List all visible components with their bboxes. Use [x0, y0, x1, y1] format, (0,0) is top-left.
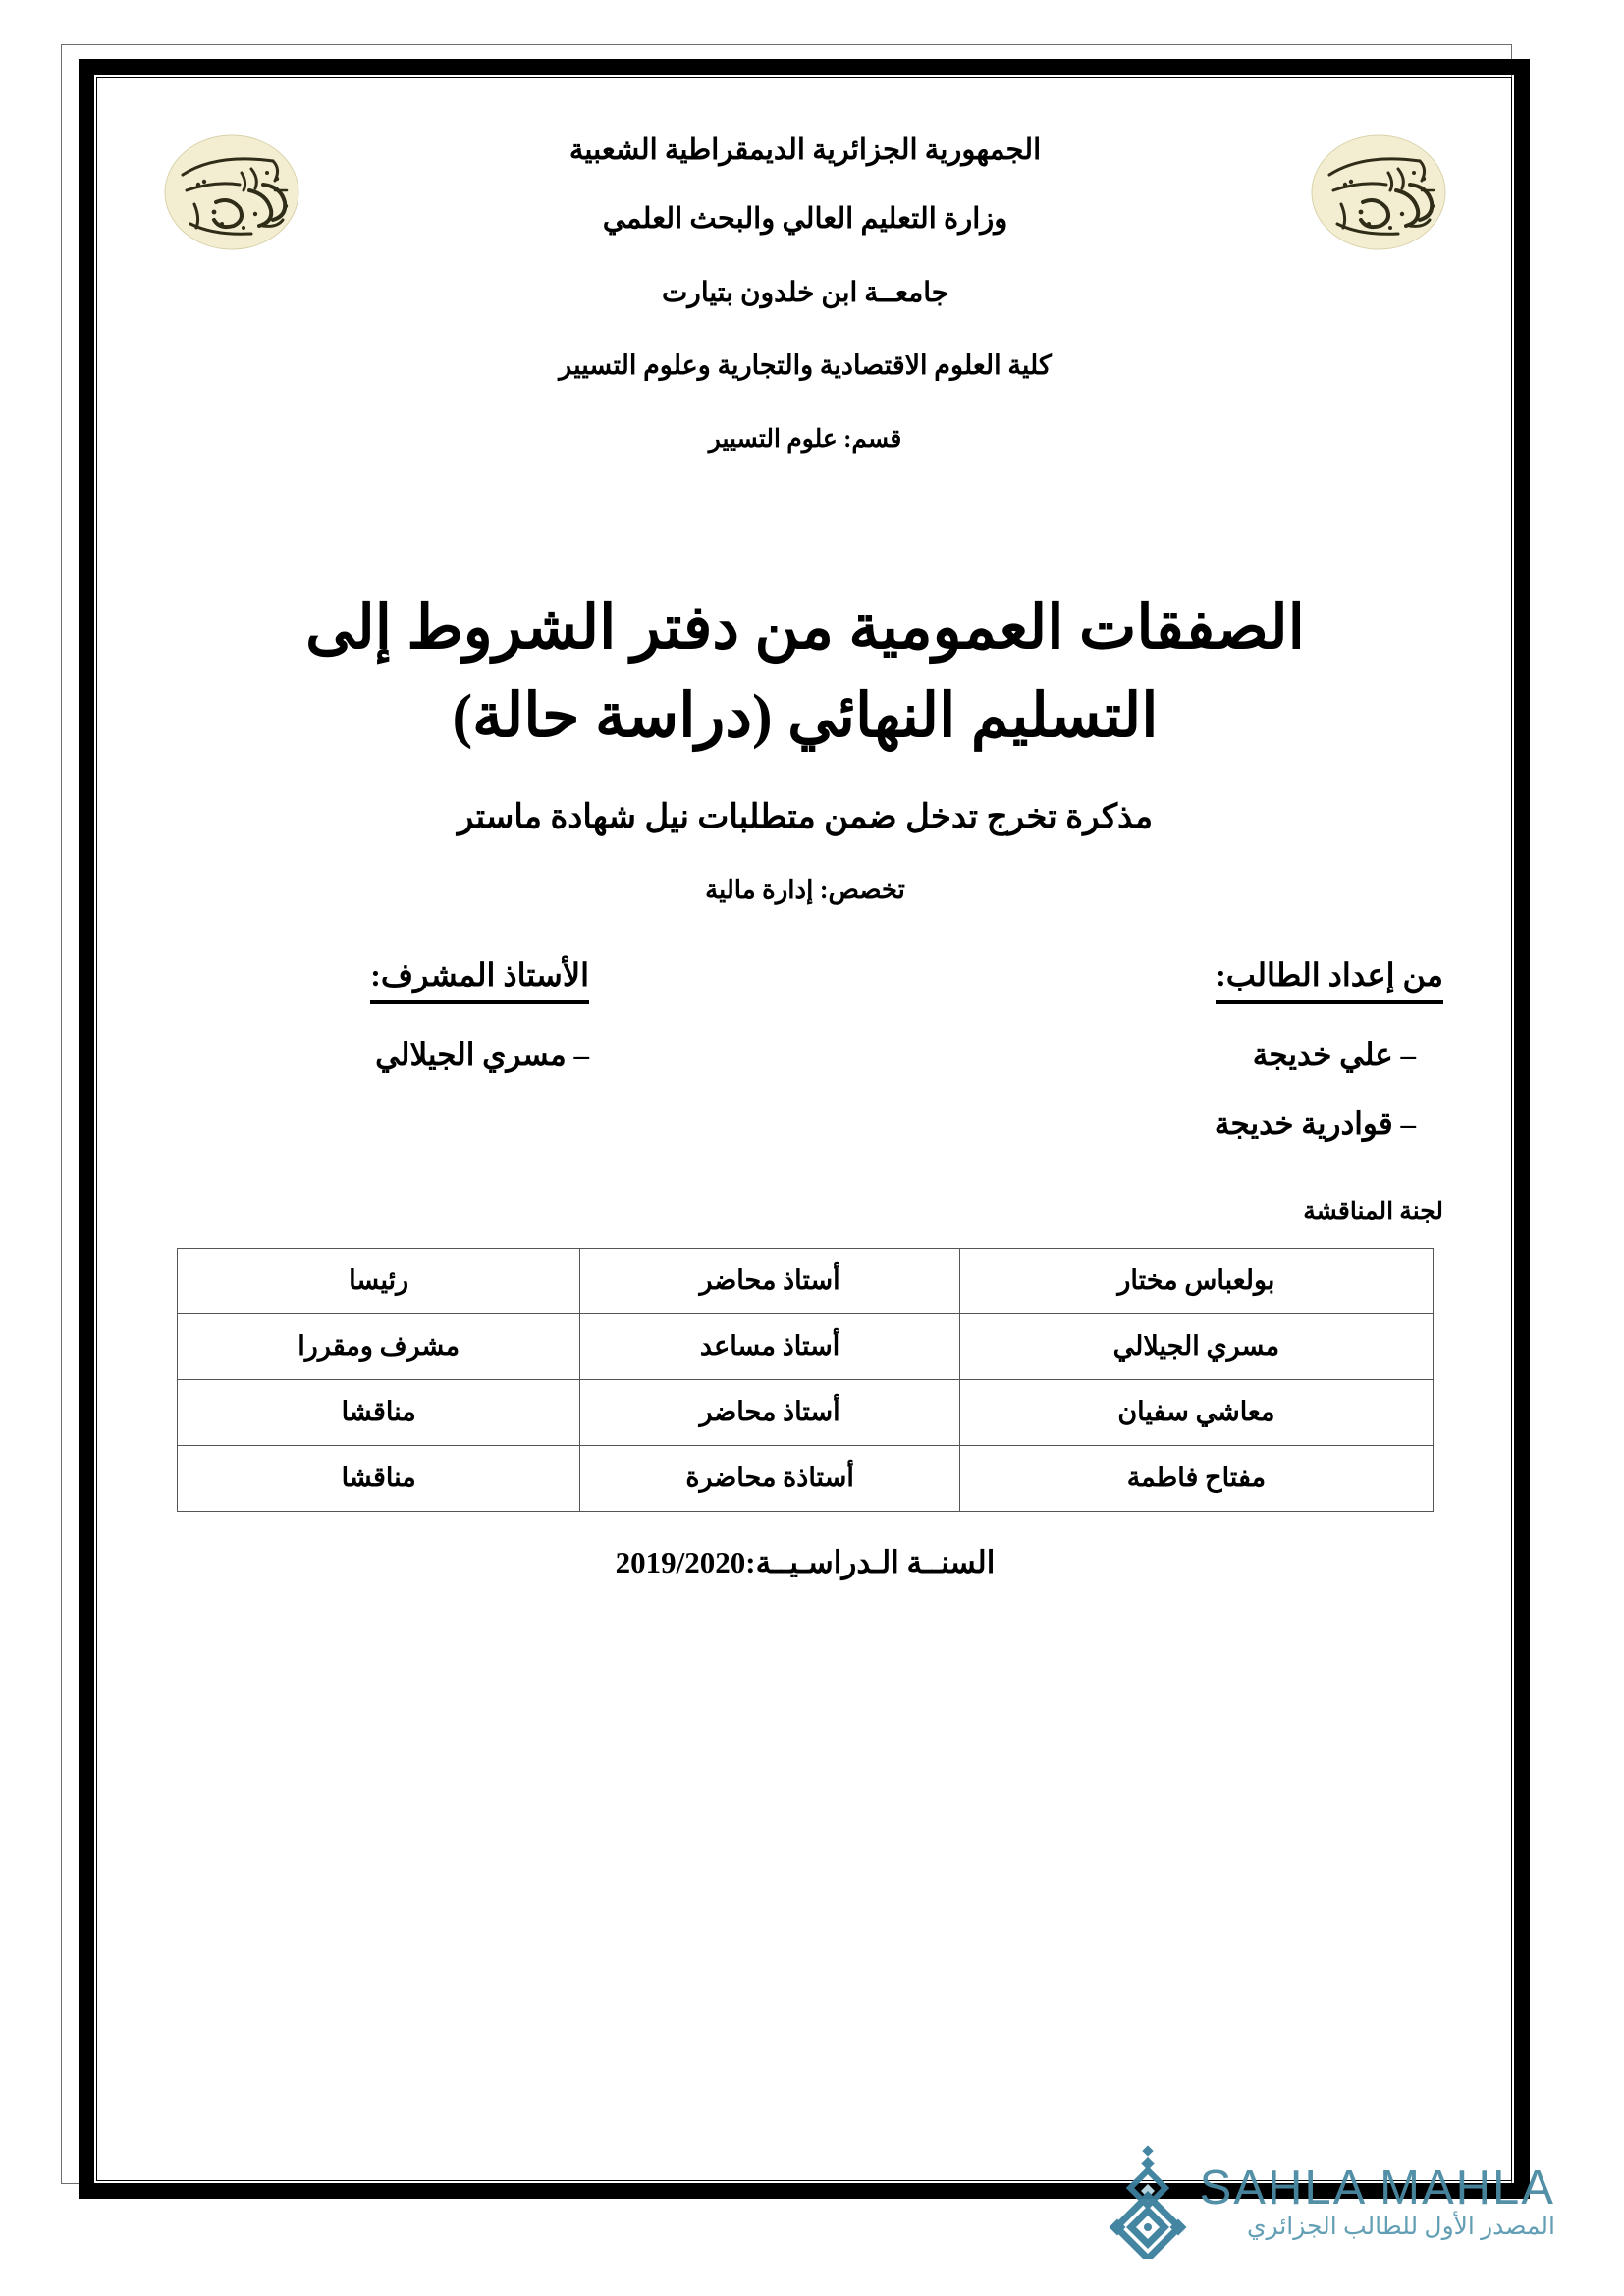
- speciality-line: تخصص: إدارة مالية: [705, 875, 905, 904]
- university-seal-icon-right: [1304, 130, 1453, 255]
- sahla-mahla-watermark: [1106, 2145, 1555, 2259]
- university-line: جامعــة ابن خلدون بتيارت: [661, 277, 949, 308]
- jury-role: مناقشا: [178, 1379, 580, 1445]
- ministry-line: وزارة التعليم العالي والبحث العلمي: [602, 203, 1008, 236]
- student-name-2: – قوادرية خديجة: [1214, 1105, 1416, 1141]
- jury-rank: أستاذ مساعد: [580, 1313, 959, 1379]
- table-row: [178, 1379, 1434, 1445]
- degree-subtitle: مذكرة تخرج تدخل ضمن متطلبات نيل شهادة ماستر: [457, 798, 1154, 835]
- table-row: [178, 1313, 1434, 1379]
- jury-name: بولعباس مختار: [959, 1248, 1433, 1313]
- jury-label: لجنة المناقشة: [1303, 1198, 1443, 1225]
- students-heading: من إعداد الطالب:: [1216, 956, 1443, 1004]
- academic-year-value: 2019/2020: [615, 1544, 746, 1579]
- page-content: [108, 88, 1502, 2169]
- jury-name: معاشي سفيان: [959, 1379, 1433, 1445]
- jury-table: [177, 1248, 1434, 1512]
- students-column: [1021, 956, 1443, 1142]
- institution-header: [108, 128, 1502, 453]
- supervisor-heading: الأستاذ المشرف:: [370, 956, 589, 1004]
- jury-rank: أستاذ محاضر: [580, 1248, 959, 1313]
- title-line-2: التسليم النهائي (دراسة حالة): [452, 682, 1159, 750]
- supervisor-column: [167, 956, 589, 1142]
- watermark-subtitle: المصدر الأول للطالب الجزائري: [1246, 2214, 1555, 2240]
- department-line: قسم: علوم التسيير: [708, 425, 902, 453]
- jury-role: مناقشا: [178, 1445, 580, 1511]
- watermark-title: SAHLA MAHLA: [1199, 2162, 1555, 2215]
- jury-name: مسري الجيلالي: [959, 1313, 1433, 1379]
- title-line-1: الصفقات العمومية من دفتر الشروط إلى: [305, 595, 1305, 662]
- berber-diamond-ornament-icon: [1106, 2145, 1190, 2259]
- watermark-text: [1200, 2164, 1555, 2239]
- jury-role: رئيسا: [178, 1248, 580, 1313]
- student-name-1: – علي خديجة: [1252, 1037, 1416, 1072]
- jury-rank: أستاذ محاضر: [580, 1379, 959, 1445]
- jury-rank: أستاذة محاضرة: [580, 1445, 959, 1511]
- people-section: [108, 956, 1502, 1142]
- header-zone: [108, 88, 1502, 540]
- academic-year: [108, 1545, 1502, 1580]
- faculty-line: كلية العلوم الاقتصادية والتجارية وعلوم التسيير: [559, 350, 1052, 381]
- thesis-title: [108, 585, 1502, 762]
- academic-year-label: السنــة الـدراسـيــة:: [745, 1544, 996, 1579]
- university-seal-icon-left: [157, 130, 306, 255]
- jury-role: مشرف ومقررا: [178, 1313, 580, 1379]
- jury-name: مفتاح فاطمة: [959, 1445, 1433, 1511]
- table-row: [178, 1445, 1434, 1511]
- supervisor-name-1: – مسري الجيلالي: [375, 1037, 589, 1072]
- country-line: الجمهورية الجزائرية الديمقراطية الشعبية: [568, 134, 1042, 166]
- table-row: [178, 1248, 1434, 1313]
